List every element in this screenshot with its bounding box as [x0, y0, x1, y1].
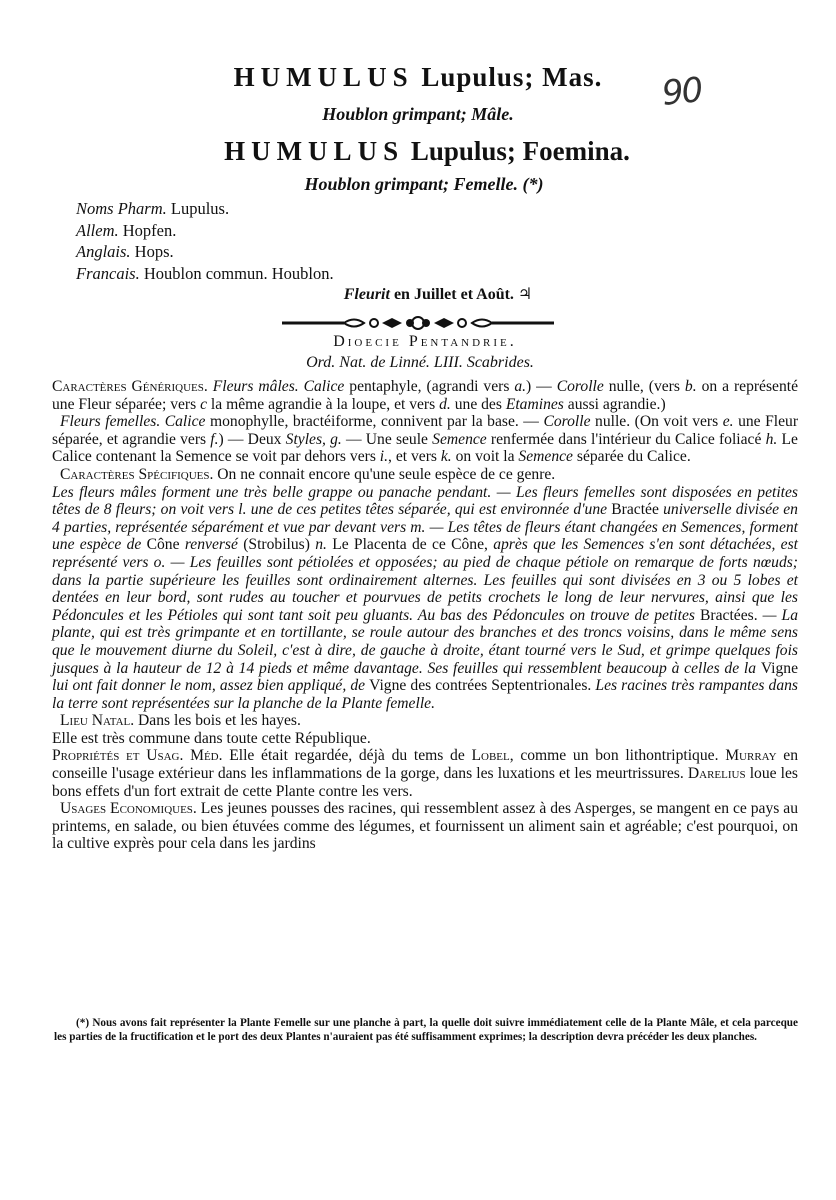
section-heading: Propriétés et Usag. Méd. [52, 747, 223, 765]
specific-characters: Caractères Spécifiques. On ne connait encore qu'une seule espèce de ce genre. [60, 465, 556, 483]
flowering-text: en Juillet et Août. ♃ [393, 286, 533, 303]
section-heading: Usages Economiques. [60, 800, 197, 818]
handwritten-number: 90 [660, 70, 704, 114]
species-name: Lupulus; Foemina. [410, 136, 630, 166]
name-value: Hopfen. [122, 220, 177, 240]
name-row [76, 263, 334, 285]
name-lang: Allem. [76, 220, 119, 240]
subtitle-female: Houblon grimpant; Femelle. (*) [304, 174, 544, 194]
ornament-divider [282, 314, 554, 332]
name-lang: Francais. [76, 263, 140, 283]
title-female [0, 136, 836, 167]
generic-characters-male: Caractères Génériques. Fleurs mâles. Calice pentaphyle, (agrandi vers a.) — Corolle nulle, (vers b. on a représenté une Fleur séparée; vers c la même agrandie à la loupe, et vers d. une des Etamines aussi agrandie.) [52, 378, 799, 413]
genus-name: HUMULUS [233, 62, 414, 92]
section-heading: Caractères Génériques. [52, 378, 208, 395]
economic-uses: Usages Economiques. Les jeunes pousses des racines, qui ressemblent assez à des Asperges, se mangent en ce pays au printems, en salade, ou bien étuvées comme des légumes, et fournissent un aliment sain et agréable; c'est pourquoi, on la cultive exprès pour cela dans les jardins [52, 800, 798, 853]
subtitle-male: Houblon grimpant; Mâle. [322, 104, 514, 124]
name-value: Houblon commun. Houblon. [143, 263, 334, 283]
name-row [76, 198, 334, 220]
order-heading: Ord. Nat. de Linné. LIII. Scabrides. [306, 354, 534, 371]
footnote: (*) Nous avons fait représenter la Plante Femelle sur une planche à part, la quelle doit suivre immédiatement celle de la Plante Mâle, et cela parceque les parties de la fructification et le port des deux Plantes n'auraient pas été suffisamment exprimes; la description devra précéder les deux planches. [54, 1017, 798, 1043]
flowering-label: Fleurit [343, 286, 390, 303]
plant-description: Les fleurs mâles forment une très belle grappe ou panache pendant. — Les fleurs femelles sont disposées en petites têtes de 8 fleurs; on voit vers l. une de ces petites têtes séparée, qui est environnée d'une Bractée universelle divisée en 4 parties, représentée séparément et vue par devant vers m. — Les têtes de fleurs étant changées en Semences, forment une espèce de Cône renversé (Strobilus) n. Le Placenta de ce Cône, après que les Semences s'en sont détachées, est représenté vers o. — Les feuilles sont pétiolées et opposées; au pied de chaque pétiole on remarque de forts nœuds; dans la partie supérieure les feuilles sont ordinairement alternes. Les feuilles qui sont divisées en 3 ou 5 lobes et dentées en leur bord, sont rudes au toucher et pourvues de petits crochets le long de leur nervures, ainsi que les Pédoncules et les Pétioles qui sont tant soit peu gluants. Au bas des Pédoncules on trouve de petites Bractées. — La plante, qui est très grimpante et en tortillante, se roule autour des branches et des troncs voisins, dans le même sens que le mouvement diurne du Soleil, c'est à dire, de gauche à droite, étant tourné vers le Sud, et grimpe quelques fois jusques à la hauteur de 12 à 14 pieds et même davantage. Ses feuilles qui ressemblent beaucoup à celles de la Vigne lui ont fait donner le nom, assez bien appliqué, de Vigne des contrées Septentrionales. Les racines très rampantes dans la terre sont représentées sur la planche de la Plante femelle. [52, 483, 799, 712]
class-heading: Dioecie Pentandrie. [333, 333, 517, 350]
section-heading: Caractères Spécifiques. [60, 465, 214, 483]
description-body [52, 378, 798, 853]
species-name: Lupulus; Mas. [421, 62, 603, 92]
name-value: Hops. [134, 242, 174, 261]
genus-name: HUMULUS [224, 136, 405, 166]
section-heading: Lieu Natal. [60, 712, 135, 730]
native-habitat-note: Elle est très commune dans toute cette République. [52, 729, 371, 747]
name-value: Lupulus. [170, 199, 230, 218]
native-habitat: Lieu Natal. Dans les bois et les hayes. [60, 712, 301, 730]
name-lang: Noms Pharm. [76, 199, 167, 218]
name-lang: Anglais. [76, 242, 131, 261]
flowering-time [0, 284, 836, 304]
name-row [76, 220, 334, 242]
common-names [76, 198, 334, 284]
medical-uses: Propriétés et Usag. Méd. Elle était regardée, déjà du tems de Lobel, comme un bon lithontriptique. Murray en conseille l'usage extérieur dans les inflammations de la gorge, dans les luxations et les meurtrissures. Darelius loue les bons effets d'un fort extrait de cette Plante contre les vers. [52, 747, 798, 800]
name-row [76, 241, 334, 263]
generic-characters-female: Fleurs femelles. Calice monophylle, bractéiforme, connivent par la base. — Corolle nulle. (On voit vers e. une Fleur séparée, et agrandie vers f.) — Deux Styles, g. — Une seule Semence renfermée dans l'intérieur du Calice foliacé h. Le Calice contenant la Semence se voit par dehors vers i., et vers k. on voit la Semence séparée du Calice. [52, 413, 799, 466]
title-male [0, 62, 836, 93]
